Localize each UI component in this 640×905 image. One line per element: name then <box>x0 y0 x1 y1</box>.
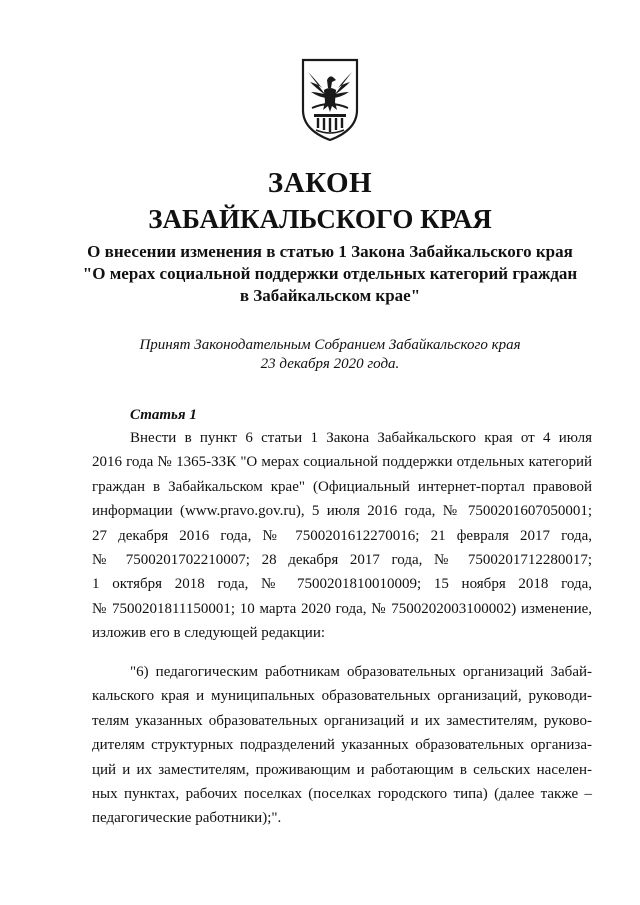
law-subtitle <box>60 241 600 307</box>
article-paragraph-1 <box>92 426 592 646</box>
article-heading: Статья 1 <box>130 407 197 423</box>
coat-of-arms-icon <box>298 58 362 142</box>
paragraph-line: ций и их заместителям, проживающим и работающим в сельских населен- <box>92 761 592 778</box>
paragraph-line: 27 декабря 2016 года, № 7500201612270016; 21 февраля 2017 года, <box>92 527 592 544</box>
paragraph-line: Внести в пункт 6 статьи 1 Закона Забайкальского края от 4 июля <box>130 430 592 446</box>
paragraph-line: 1 октября 2018 года, № 7500201810010009; 15 ноября 2018 года, <box>92 576 592 593</box>
paragraph-line: 2016 года № 1365-ЗЗК "О мерах социальной поддержки отдельных категорий <box>92 454 592 471</box>
article-paragraph-2 <box>92 660 592 831</box>
adoption-note <box>60 336 600 374</box>
subtitle-line: "О мерах социальной поддержки отдельных категорий граждан <box>82 264 578 283</box>
paragraph-line: кальского края и муниципальных образовательных организаций, руководи- <box>92 688 592 705</box>
paragraph-line: граждан в Забайкальском крае" (Официальный интернет-портал правовой <box>92 478 592 495</box>
paragraph-line: информации (www.pravo.gov.ru), 5 июля 2016 года, № 7500201607050001; <box>92 503 592 520</box>
subtitle-line: в Забайкальском крае" <box>239 286 421 305</box>
paragraph-line: № 7500201702210007; 28 декабря 2017 года, № 7500201712280017; <box>92 552 592 569</box>
paragraph-line: "6) педагогическим работникам образовательных организаций Забай- <box>130 664 592 680</box>
paragraph-line: ных пунктах, рабочих поселках (поселках городского типа) (далее также – <box>92 786 592 803</box>
adoption-note-line: Принят Законодательным Собранием Забайкальского края <box>139 337 521 353</box>
issuing-region-title: ЗАБАЙКАЛЬСКОГО КРАЯ <box>148 204 492 234</box>
paragraph-line: телям указанных образовательных организаций и их заместителям, руково- <box>92 712 592 729</box>
paragraph-line: № 7500201811150001; 10 марта 2020 года, № 7500202003100002) изменение, <box>92 600 592 617</box>
adoption-date: 23 декабря 2020 года. <box>260 356 400 372</box>
document-type-title: ЗАКОН <box>267 167 373 199</box>
paragraph-line: педагогические работники);". <box>92 810 282 827</box>
paragraph-line: дителям структурных подразделений указанных образовательных организа- <box>92 737 592 754</box>
subtitle-line: О внесении изменения в статью 1 Закона Забайкальского края <box>87 242 573 261</box>
paragraph-line: изложив его в следующей редакции: <box>92 625 326 642</box>
